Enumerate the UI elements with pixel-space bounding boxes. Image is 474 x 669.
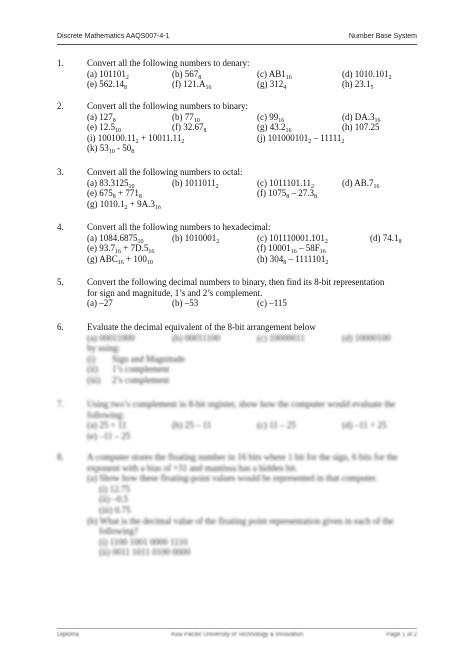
- footer-program: Diploma: [57, 632, 80, 638]
- item-row: [87, 178, 417, 189]
- item-row: [87, 188, 417, 199]
- item-d: (d) $DA.3_{16}$: [342, 111, 381, 124]
- item-row: (e) –11 – 25: [87, 430, 131, 441]
- item-h: (h) 107.25: [342, 122, 380, 133]
- question-7: [57, 399, 417, 441]
- item-g: (g) $312_4$: [257, 79, 287, 92]
- item-row: [87, 254, 417, 265]
- item-c: (c) $AB1_{16}$: [257, 68, 292, 81]
- item-row: [87, 122, 417, 133]
- question-number: 5.: [57, 277, 64, 287]
- question-4: [57, 222, 417, 264]
- item-c: (c) 10000011: [257, 332, 305, 343]
- item-c: (c) $101110001.101_2$: [257, 232, 328, 245]
- question-text: for sign and magnitude, 1’s and 2’s complement.: [87, 287, 263, 298]
- question-title: Convert all the following numbers to binary:: [87, 101, 248, 111]
- item-k: (k) $53_{10} - 50_8$: [87, 143, 135, 156]
- question-text: following:: [87, 409, 125, 420]
- item-row: [87, 243, 417, 254]
- item-row: [87, 133, 417, 144]
- method-row: (ii) 1’s complement: [87, 364, 170, 375]
- question-number: 1.: [57, 58, 64, 68]
- question-title: Convert all the following numbers to denary:: [87, 58, 250, 68]
- item-f: (f) $1075_8 - 27.3_8$: [257, 188, 317, 201]
- question-title: Evaluate the decimal equivalent of the 8-bit arrangement below: [87, 322, 316, 332]
- item-d: (d) $AB.7_{16}$: [342, 177, 380, 190]
- item-h: (h) $23.1_5$: [342, 79, 374, 92]
- question-8: 8. A computer stores the floating number in 16 bits where 1 bit for the sign, 6 bits for the exponent with a bias of +31 and mantissa has a hidden bit. (a) Show how these floating-point values would be represented in that computer. (i) 12.75 (ii) –0.5 (iii) 0.75 (b) What is the decimal value of the floating point representation given in each of the following? (i) 1100 1001 0000 1110 (ii) 0011 1011 0100 0000: [57, 452, 417, 558]
- item-row: [87, 69, 417, 80]
- question-6: [57, 322, 417, 386]
- item-row: [87, 298, 417, 309]
- question-text: (a) Show how these floating-point values would be represented in that computer.: [87, 473, 378, 484]
- item-row: [87, 233, 417, 244]
- item-d: (d) 10000100: [342, 332, 391, 343]
- item-row: [87, 333, 417, 344]
- item-g: (g) $43.2_{16}$: [257, 122, 292, 135]
- question-text: (b) What is the decimal value of the floating point representation given in each of the: [87, 515, 394, 526]
- item-row: [87, 199, 417, 210]
- item-a: (a) 00011000: [87, 332, 135, 343]
- item-b: (b) –53: [172, 298, 199, 309]
- method-row: (i) Sign and Magnitude: [87, 353, 185, 364]
- item-c: (c) $1011101.11_2$: [257, 177, 314, 190]
- item-b: (b) $1011011_2$: [172, 177, 219, 190]
- question-text: exponent with a bias of +31 and mantissa has a hidden bit.: [87, 462, 298, 473]
- item-c: (c) $99_{16}$: [257, 111, 285, 124]
- item-b: (b) $77_{10}$: [172, 111, 200, 124]
- item-j: (j) $101000101_2 - 11111_2$: [257, 132, 345, 145]
- item-row: [87, 143, 417, 154]
- item-a: (a) $1084.6875_{10}$: [87, 232, 144, 245]
- blurred-region: [87, 333, 417, 386]
- item-f: (f) $121.A_{16}$: [172, 79, 212, 92]
- question-text: Using two’s complement in 8-bit register, show how the computer would evaluate the: [87, 399, 396, 409]
- footer-page-number: Page 1 of 2: [386, 632, 417, 638]
- item-b: (b) 00011100: [172, 332, 221, 343]
- question-number: 3.: [57, 167, 64, 177]
- item-c: (c) –115: [257, 298, 287, 309]
- header-topic: Number Base System: [348, 33, 417, 40]
- question-number: 4.: [57, 222, 64, 232]
- question-5: [57, 277, 417, 309]
- item-b: (b) $1010001_2$: [172, 232, 220, 245]
- item-i: (i) $100100.11_2 + 10011.11_2$: [87, 132, 185, 145]
- item-e: (e) $93.7_{16} + 7D.5_{16}$: [87, 243, 155, 256]
- question-text: Convert the following decimal numbers to binary, then find its 8-bit representation: [87, 277, 385, 287]
- item-e: (e) $675_8 + 771_8$: [87, 188, 142, 201]
- item-e: (e) $562.14_8$: [87, 79, 127, 92]
- item-e: (e) $12.5_{10}$: [87, 122, 121, 135]
- item-f: (f) $32.67_8$: [172, 122, 207, 135]
- item-a: (a) $101101_2$: [87, 68, 129, 81]
- question-3: [57, 167, 417, 209]
- item-row: [87, 112, 417, 123]
- item-d: (d) $1010.101_2$: [342, 68, 392, 81]
- item-d: (d) $74.1_8$: [370, 232, 402, 245]
- question-2: [57, 101, 417, 154]
- page-footer: [57, 632, 417, 644]
- question-title: Convert all the following numbers to octal:: [87, 167, 243, 177]
- item-g: (g) $ABC_{16} + 100_{10}$: [87, 253, 153, 266]
- header-course: Discrete Mathematics AAQS007-4-1: [57, 33, 170, 40]
- item-a: (a) $127_8$: [87, 111, 116, 124]
- question-number: 7.: [57, 399, 64, 409]
- question-1: [57, 58, 417, 90]
- item-a: (a) $83.3125_{10}$: [87, 177, 135, 190]
- item-h: (h) $304_8 - 1111101_2$: [257, 253, 329, 266]
- question-number: 2.: [57, 101, 64, 111]
- footer-rule: [57, 628, 417, 629]
- question-number: 6.: [57, 322, 64, 332]
- question-text: by using:: [87, 343, 121, 354]
- item-b: (b) $567_8$: [172, 68, 202, 81]
- question-title: Convert all the following numbers to hexadecimal:: [87, 222, 271, 232]
- item-a: (a) –27: [87, 298, 113, 309]
- item-f: (f) $10001_{16} - 58F_{16}$: [257, 243, 326, 256]
- method-row: (iii) 2’s complement: [87, 374, 170, 385]
- footer-institution: Asia Pacific University of Technology & Innovation: [170, 632, 304, 638]
- header-rule: [57, 44, 417, 45]
- item-row: (a) 25 + 11 (b) 25 – 11 (c) 11 – 25 (d) –11 + 25: [87, 420, 387, 431]
- question-text: A computer stores the floating number in 16 bits where 1 bit for the sign, 6 bits for the: [87, 452, 398, 462]
- item-row: [87, 79, 417, 90]
- question-number: 8.: [57, 452, 64, 462]
- item-g: (g) $1010.1_2 + 9A.3_{16}$: [87, 198, 161, 211]
